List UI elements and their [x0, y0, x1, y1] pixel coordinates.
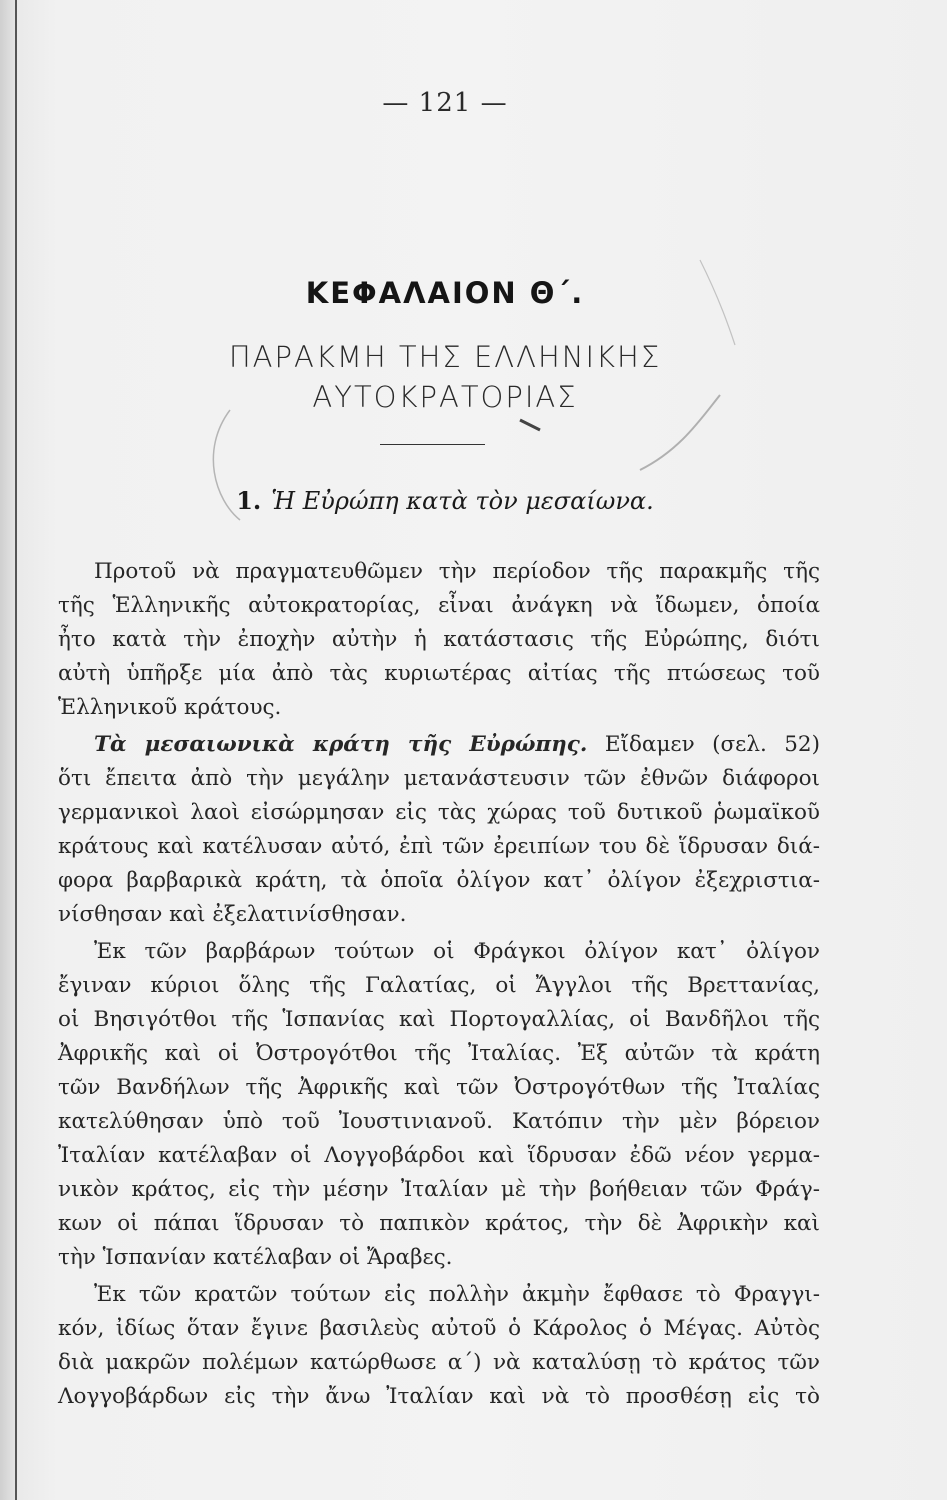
- section-heading: [0, 486, 890, 515]
- text-line: κατελύθησαν ὑπὸ τοῦ Ἰουστινιανοῦ. Κατόπιν τὴν μὲν βόρειον: [58, 1109, 820, 1134]
- text-line: οἱ Βησιγότθοι τῆς Ἱσπανίας καὶ Πορτογαλλίας, οἱ Βανδῆλοι τῆς: [58, 1007, 820, 1032]
- binding-line: [15, 0, 17, 1500]
- text-line: κράτους καὶ κατέλυσαν αὐτό, ἐπὶ τῶν ἐρειπίων του δὲ ἵδρυσαν διά-: [58, 834, 820, 859]
- text-line: νίσθησαν καὶ ἐξελατινίσθησαν.: [58, 902, 407, 927]
- text-line: φορα βαρβαρικὰ κράτη, τὰ ὁποῖα ὀλίγον κατ᾿ ὀλίγον ἐξεχριστια-: [58, 868, 820, 893]
- text-line: διὰ μακρῶν πολέμων κατώρθωσε α΄) νὰ καταλύσῃ τὸ κράτος τῶν: [58, 1350, 820, 1375]
- text-line-lead: [94, 728, 820, 762]
- text-line: νικὸν κράτος, εἰς τὴν μέσην Ἰταλίαν μὲ τὴν βοήθειαν τῶν Φράγ-: [58, 1177, 820, 1202]
- section-title: Ἡ Εὐρώπη κατὰ τὸν μεσαίωνα.: [271, 487, 654, 515]
- text-line: ἦτο κατὰ τὴν ἐποχὴν αὐτὴν ἡ κατάστασις τῆς Εὐρώπης, διότι: [58, 627, 820, 652]
- page-number: — 121 —: [382, 88, 508, 118]
- text-line: Ἐκ τῶν κρατῶν τούτων εἰς πολλὴν ἀκμὴν ἔφθασε τὸ Φραγγι-: [94, 1282, 820, 1307]
- section-number: 1.: [236, 486, 262, 515]
- text-line: κόν, ἰδίως ὅταν ἔγινε βασιλεὺς αὐτοῦ ὁ Κάρολος ὁ Μέγας. Αὐτὸς: [58, 1316, 820, 1341]
- text-line: τὴν Ἱσπανίαν κατέλαβαν οἱ Ἄραβες.: [58, 1245, 453, 1270]
- chapter-label: ΚΕΦΑΛΑΙΟΝ Θ΄.: [305, 276, 585, 310]
- lead-continuation: Εἴδαμεν (σελ. 52): [587, 732, 820, 757]
- text-line: Ἑλληνικοῦ κράτους.: [58, 695, 282, 720]
- text-line: αὐτὴ ὑπῆρξε μία ἀπὸ τὰς κυριωτέρας αἰτίας τῆς πτώσεως τοῦ: [58, 661, 820, 686]
- text-line: Λογγοβάρδων εἰς τὴν ἄνω Ἰταλίαν καὶ νὰ τὸ προσθέσῃ εἰς τὸ: [58, 1384, 820, 1409]
- paragraph-lead-title: Τὰ μεσαιωνικὰ κράτη τῆς Εὐρώπης.: [94, 732, 588, 757]
- text-line: τῶν Βανδήλων τῆς Ἀφρικῆς καὶ τῶν Ὀστρογότθων τῆς Ἰταλίας: [58, 1075, 820, 1100]
- binding-shadow: [0, 0, 15, 1500]
- text-line: ἔγιναν κύριοι ὅλης τῆς Γαλατίας, οἱ Ἄγγλοι τῆς Βρεττανίας,: [58, 973, 820, 998]
- chapter-title-line-1: ΠΑΡΑΚΜΗ ΤΗΣ ΕΛΛΗΝΙΚΗΣ: [228, 340, 662, 374]
- text-line: Ἀφρικῆς καὶ οἱ Ὀστρογότθοι τῆς Ἰταλίας. Ἐξ αὐτῶν τὰ κράτη: [58, 1041, 820, 1066]
- text-line: ὅτι ἔπειτα ἀπὸ τὴν μεγάλην μετανάστευσιν τῶν ἐθνῶν διάφοροι: [58, 766, 820, 791]
- text-line: Ἐκ τῶν βαρβάρων τούτων οἱ Φράγκοι ὀλίγον κατ᾿ ὀλίγον: [94, 939, 820, 964]
- text-line: γερμανικοὶ λαοὶ εἰσώρμησαν εἰς τὰς χώρας τοῦ δυτικοῦ ῥωμαϊκοῦ: [58, 800, 820, 825]
- text-line: τῆς Ἑλληνικῆς αὐτοκρατορίας, εἶναι ἀνάγκη νὰ ἴδωμεν, ὁποία: [58, 593, 820, 618]
- text-line: κων οἱ πάπαι ἵδρυσαν τὸ παπικὸν κράτος, τὴν δὲ Ἀφρικὴν καὶ: [58, 1211, 820, 1236]
- title-divider: [380, 444, 485, 445]
- chapter-title-line-2: ΑΥΤΟΚΡΑΤΟΡΙΑΣ: [312, 380, 578, 414]
- text-line: Ἰταλίαν κατέλαβαν οἱ Λογγοβάρδοι καὶ ἵδρυσαν ἐδῶ νέον γερμα-: [58, 1143, 820, 1168]
- text-line: Προτοῦ νὰ πραγματευθῶμεν τὴν περίοδον τῆς παρακμῆς τῆς: [94, 559, 820, 584]
